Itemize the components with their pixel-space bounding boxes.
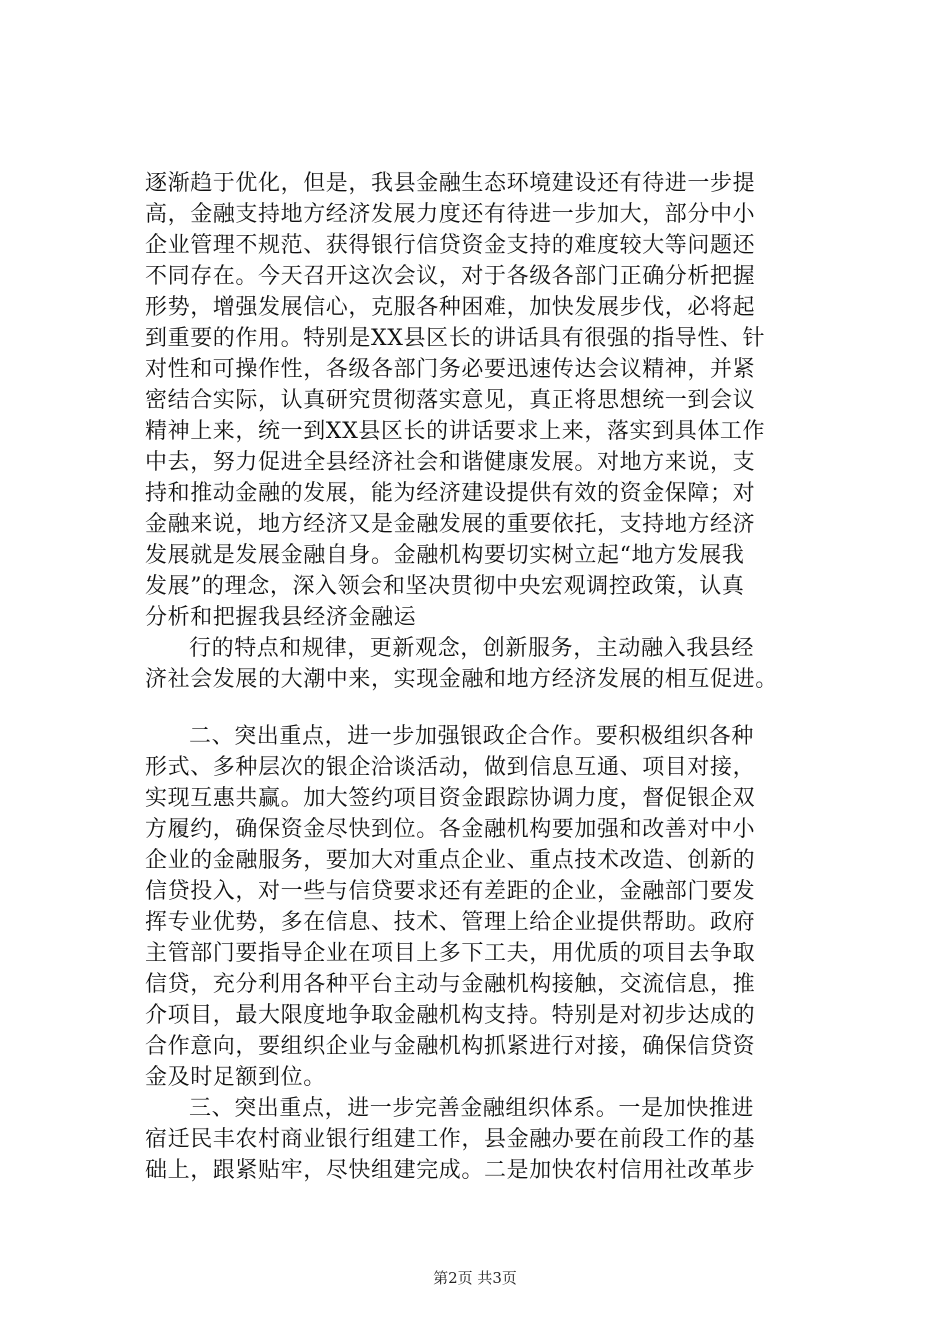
text-line: 合作意向，要组织企业与金融机构抓紧进行对接，确保信贷资 xyxy=(145,1034,756,1059)
document-body xyxy=(145,168,835,1186)
text-line: 精神上来，统一到XX县区长的讲话要求上来，落实到具体工作 xyxy=(145,419,766,444)
text-line: 金融来说，地方经济又是金融发展的重要依托，支持地方经济 xyxy=(145,512,756,537)
text-line: 主管部门要指导企业在项目上多下工夫，用优质的项目去争取 xyxy=(145,941,756,966)
text-line: 础上，跟紧贴牢，尽快组建完成。二是加快农村信用社改革步 xyxy=(145,1158,756,1183)
paragraph-1 xyxy=(145,168,835,633)
text-line: 逐渐趋于优化，但是，我县金融生态环境建设还有待进一步提 xyxy=(145,171,756,196)
text-line: 发展就是发展金融自身。金融机构要切实树立起“地方发展我 xyxy=(145,543,745,568)
text-line: 信贷，充分利用各种平台主动与金融机构接触，交流信息，推 xyxy=(145,972,756,997)
text-line: 济社会发展的大潮中来，实现金融和地方经济发展的相互促进。 xyxy=(145,667,778,692)
paragraph-3 xyxy=(145,721,835,1093)
text-line: 分析和把握我县经济金融运 xyxy=(145,605,417,630)
text-line: 宿迁民丰农村商业银行组建工作，县金融办要在前段工作的基 xyxy=(145,1127,756,1152)
text-line: 挥专业优势，多在信息、技术、管理上给企业提供帮助。政府 xyxy=(145,910,756,935)
text-line: 密结合实际，认真研究贯彻落实意见，真正将思想统一到会议 xyxy=(145,388,756,413)
text-line: 不同存在。今天召开这次会议，对于各级各部门正确分析把握 xyxy=(145,264,756,289)
text-line: 对性和可操作性，各级各部门务必要迅速传达会议精神，并紧 xyxy=(145,357,756,382)
paragraph-gap xyxy=(145,695,835,721)
text-line: 行的特点和规律，更新观念，创新服务，主动融入我县经 xyxy=(189,636,755,661)
text-line: 高，金融支持地方经济发展力度还有待进一步加大，部分中小 xyxy=(145,202,756,227)
text-line: 实现互惠共赢。加大签约项目资金跟踪协调力度，督促银企双 xyxy=(145,786,756,811)
text-line: 三、突出重点，进一步完善金融组织体系。一是加快推进 xyxy=(189,1096,755,1121)
text-line: 发展”的理念，深入领会和坚决贯彻中央宏观调控政策，认真 xyxy=(145,574,745,599)
text-line: 二、突出重点，进一步加强银政企合作。要积极组织各种 xyxy=(189,724,755,749)
text-line: 持和推动金融的发展，能为经济建设提供有效的资金保障；对 xyxy=(145,481,756,506)
text-line: 企业管理不规范、获得银行信贷资金支持的难度较大等问题还 xyxy=(145,233,756,258)
text-line: 介项目，最大限度地争取金融机构支持。特别是对初步达成的 xyxy=(145,1003,756,1028)
text-line: 信贷投入，对一些与信贷要求还有差距的企业，金融部门要发 xyxy=(145,879,756,904)
paragraph-2 xyxy=(145,633,835,695)
text-line: 中去，努力促进全县经济社会和谐健康发展。对地方来说，支 xyxy=(145,450,756,475)
text-line: 企业的金融服务，要加大对重点企业、重点技术改造、创新的 xyxy=(145,848,756,873)
page-footer: 第2页 共3页 xyxy=(433,1269,517,1287)
text-line: 到重要的作用。特别是XX县区长的讲话具有很强的指导性、针 xyxy=(145,326,766,351)
text-line: 方履约，确保资金尽快到位。各金融机构要加强和改善对中小 xyxy=(145,817,756,842)
text-line: 形式、多种层次的银企洽谈活动，做到信息互通、项目对接， xyxy=(145,755,756,780)
paragraph-4 xyxy=(145,1093,835,1186)
text-line: 形势，增强发展信心，克服各种困难，加快发展步伐，必将起 xyxy=(145,295,756,320)
text-line: 金及时足额到位。 xyxy=(145,1065,326,1090)
